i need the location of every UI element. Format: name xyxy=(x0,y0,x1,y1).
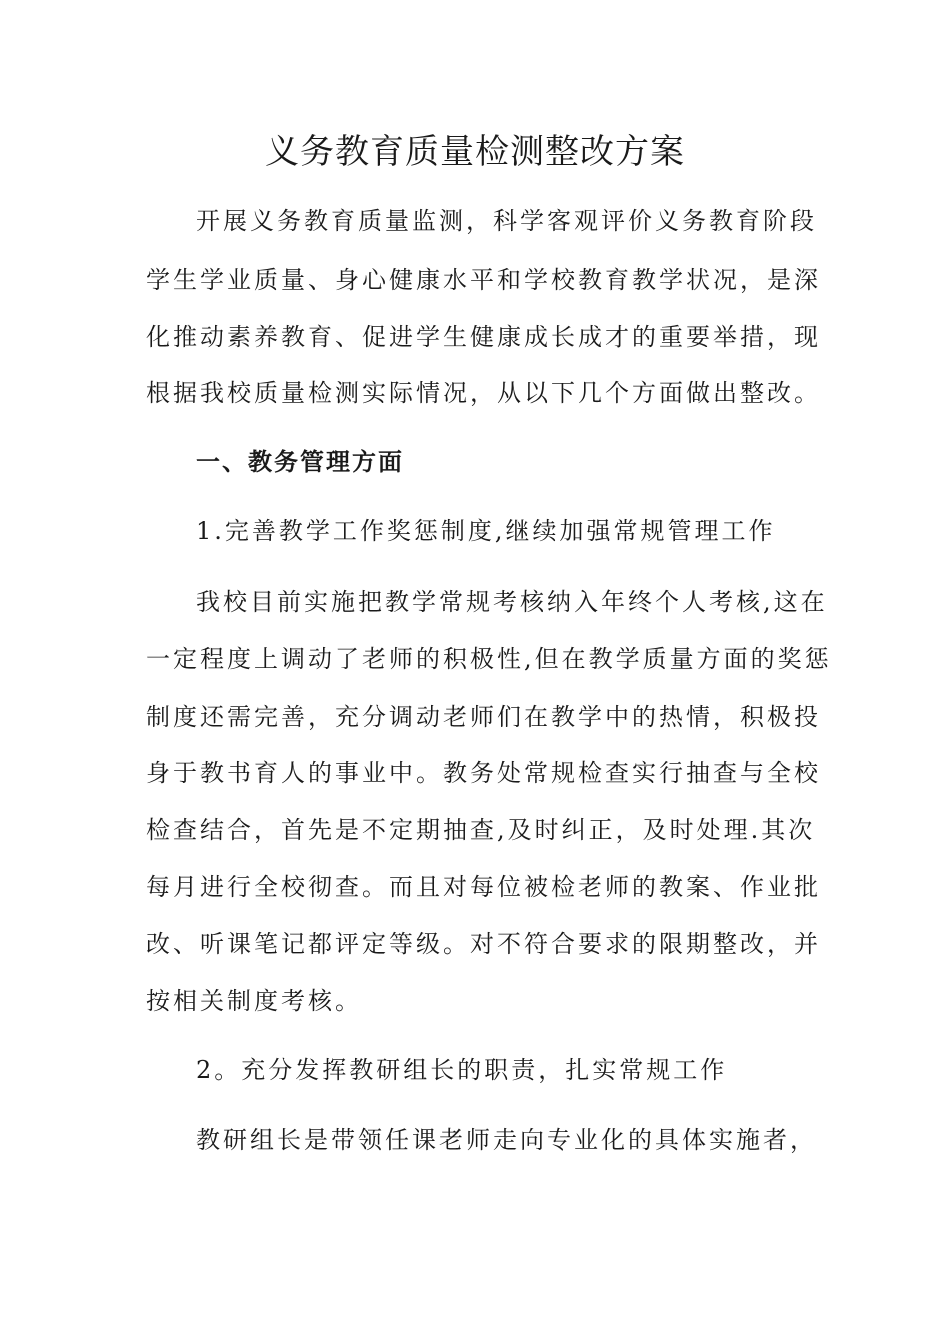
intro-line-1: 开展义务教育质量监测，科学客观评价义务教育阶段 xyxy=(196,207,817,235)
intro-line-2: 学生学业质量、身心健康水平和学校教育教学状况，是深 xyxy=(146,266,821,294)
item2-line-1: 教研组长是带领任课老师走向专业化的具体实施者， xyxy=(196,1126,817,1154)
item1-line-8: 按相关制度考核。 xyxy=(146,987,362,1015)
item1-line-4: 身于教书育人的事业中。教务处常规检查实行抽查与全校 xyxy=(146,759,821,787)
item1-line-7: 改、听课笔记都评定等级。对不符合要求的限期整改，并 xyxy=(146,930,821,958)
item2-title: 2。充分发挥教研组长的职责，扎实常规工作 xyxy=(196,1056,728,1084)
item1-title: 1.完善教学工作奖惩制度,继续加强常规管理工作 xyxy=(196,517,776,545)
intro-line-3: 化推动素养教育、促进学生健康成长成才的重要举措，现 xyxy=(146,323,821,351)
item1-line-6: 每月进行全校彻查。而且对每位被检老师的教案、作业批 xyxy=(146,873,821,901)
item1-line-3: 制度还需完善，充分调动老师们在教学中的热情，积极投 xyxy=(146,703,821,731)
document-title: 义务教育质量检测整改方案 xyxy=(265,132,685,172)
item1-line-1: 我校目前实施把教学常规考核纳入年终个人考核,这在 xyxy=(196,588,828,616)
item1-line-5: 检查结合，首先是不定期抽查,及时纠正，及时处理.其次 xyxy=(146,816,816,844)
item1-line-2: 一定程度上调动了老师的积极性,但在教学质量方面的奖惩 xyxy=(146,645,832,673)
section-heading: 一、教务管理方面 xyxy=(196,448,404,476)
intro-line-4: 根据我校质量检测实际情况，从以下几个方面做出整改。 xyxy=(146,379,821,407)
